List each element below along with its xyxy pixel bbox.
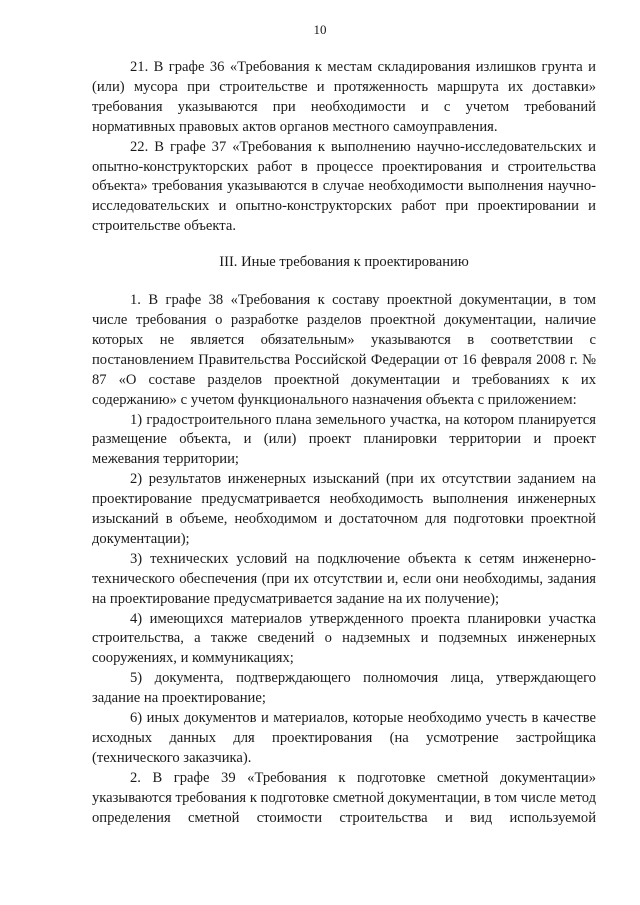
list-item-1: 1) градостроительного плана земельного участка, на котором планируется размещение объекта, и (или) проект планировки территории и проект межевания территории; (92, 411, 596, 468)
list-item-4: 4) имеющихся материалов утвержденного проекта планировки участка строительства, а также сведений о надземных и подземных инженерных сооружениях, и коммуникациях; (92, 610, 596, 667)
list-item-3: 3) технических условий на подключение объекта к сетям инженерно-технического обеспечения (при их отсутствии и, если они необходимы, задания на проектирование предусматривается задание на их получение); (92, 550, 596, 607)
paragraph-22: 22. В графе 37 «Требования к выполнению научно-исследовательских и опытно-конструкторских работ в процессе проектирования и строительства объекта» требования указываются в случае необходимости выполнения научно-исследовательских и опытно-конструкторских работ при проектировании и строительстве объекта. (92, 138, 596, 235)
page-number: 10 (313, 22, 327, 37)
list-item-5: 5) документа, подтверждающего полномочия лица, утверждающего задание на проектирование; (92, 670, 596, 707)
list-item-6: 6) иных документов и материалов, которые необходимо учесть в качестве исходных данных для проектирования (на усмотрение застройщика (технического заказчика). (92, 710, 596, 766)
section3-paragraph-2: 2. В графе 39 «Требования к подготовке сметной документации» указываются требования к подготовке сметной документации, в том числе метод определения сметной стоимости строительства и вид используемой (92, 769, 596, 826)
section-heading: III. Иные требования к проектированию (219, 254, 469, 271)
document-body (92, 58, 596, 829)
list-item-2: 2) результатов инженерных изысканий (при их отсутствии заданием на проектирование предусматривается необходимость выполнения инженерных изысканий в объеме, необходимом и достаточном для подготовки проектной документации); (92, 471, 596, 547)
section3-paragraph-1: 1. В графе 38 «Требования к составу проектной документации, в том числе требования о разработке разделов проектной документации, наличие которых не является обязательным» указываются в соответствии с постановлением Правительства Российской Федерации от 16 февраля 2008 г. № 87 «О составе разделов проектной документации и требованиях к их содержанию» с учетом функционального назначения объекта с приложением: (92, 292, 596, 408)
paragraph-21: 21. В графе 36 «Требования к местам складирования излишков грунта и (или) мусора при строительстве и протяженность маршрута их доставки» требования указываются при необходимости и с учетом требований нормативных правовых актов органов местного самоуправления. (92, 59, 596, 135)
